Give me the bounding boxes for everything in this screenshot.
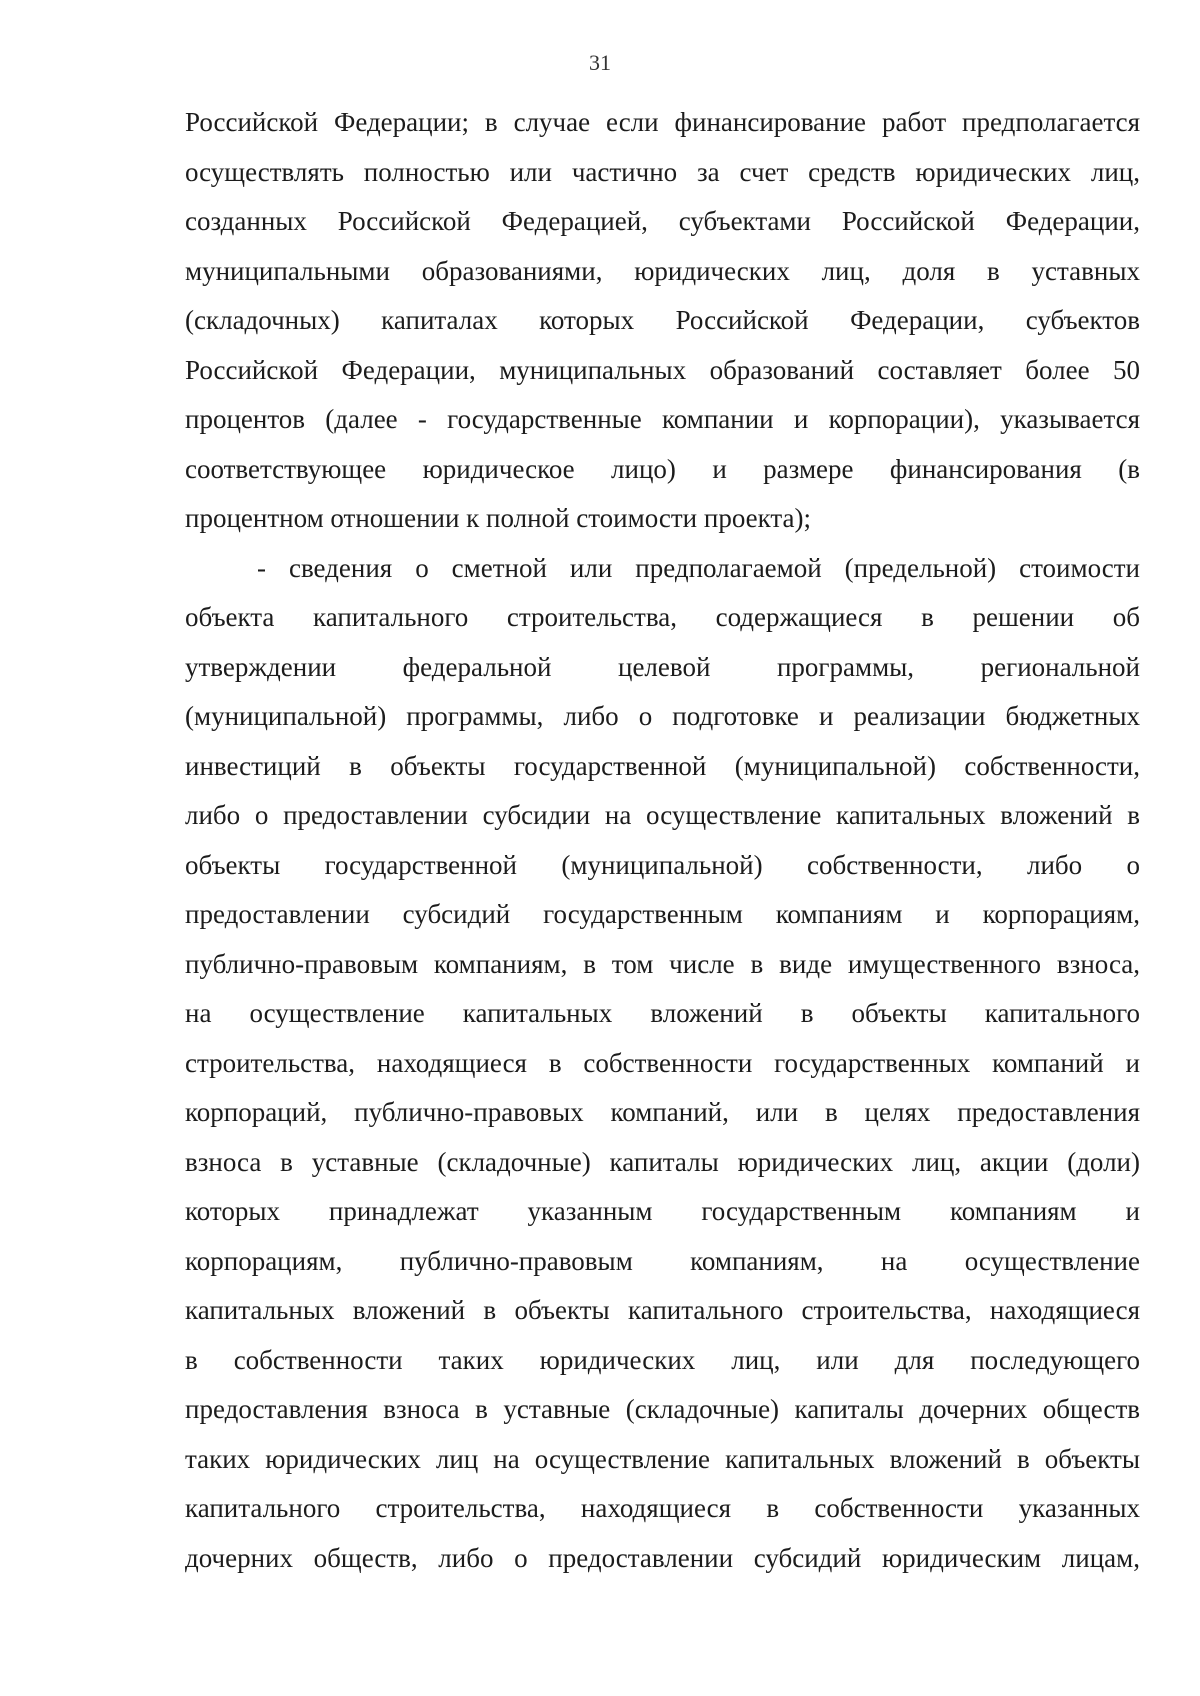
text-line: корпорациям, публично-правовым компаниям, на осуществление	[185, 1245, 1140, 1276]
text-line: взноса в уставные (складочные) капиталы юридических лиц, акции (доли)	[185, 1146, 1140, 1177]
paragraph-end-line: процентном отношении к полной стоимости проекта);	[185, 503, 811, 533]
text-line: осуществлять полностью или частично за счет средств юридических лиц,	[185, 156, 1140, 187]
text-line: процентов (далее - государственные компании и корпорации), указывается	[185, 404, 1140, 434]
paragraph-first-line: - сведения о сметной или предполагаемой (предельной) стоимости	[257, 552, 1140, 583]
body-text	[185, 98, 1140, 1583]
text-line: соответствующее юридическое лицо) и размере финансирования (в	[185, 453, 1140, 484]
text-line: строительства, находящиеся в собственности государственных компаний и	[185, 1047, 1140, 1078]
text-line: утверждении федеральной целевой программы, региональной	[185, 651, 1140, 682]
text-line: предоставления взноса в уставные (складочные) капиталы дочерних обществ	[185, 1394, 1140, 1424]
text-line: капитального строительства, находящиеся в собственности указанных	[185, 1493, 1140, 1523]
text-line: в собственности таких юридических лиц, или для последующего	[185, 1344, 1140, 1375]
text-line: либо о предоставлении субсидии на осуществление капитальных вложений в	[185, 800, 1140, 830]
text-line: публично-правовым компаниям, в том числе в виде имущественного взноса,	[185, 948, 1140, 979]
text-line: таких юридических лиц на осуществление капитальных вложений в объекты	[185, 1443, 1140, 1474]
text-line: (складочных) капиталах которых Российской Федерации, субъектов	[185, 305, 1140, 335]
text-line: созданных Российской Федерацией, субъектами Российской Федерации,	[185, 206, 1140, 236]
text-line: муниципальными образованиями, юридических лиц, доля в уставных	[185, 255, 1140, 286]
text-line: объекты государственной (муниципальной) собственности, либо о	[185, 849, 1140, 880]
text-line: (муниципальной) программы, либо о подготовке и реализации бюджетных	[185, 701, 1140, 731]
text-line: инвестиций в объекты государственной (муниципальной) собственности,	[185, 750, 1140, 781]
page-number: 31	[589, 50, 611, 75]
text-line: корпораций, публично-правовых компаний, или в целях предоставления	[185, 1097, 1140, 1127]
text-line: Российской Федерации; в случае если финансирование работ предполагается	[185, 107, 1140, 137]
text-line: объекта капитального строительства, содержащиеся в решении об	[185, 602, 1140, 632]
text-line: которых принадлежат указанным государственным компаниям и	[185, 1196, 1140, 1226]
text-line: Российской Федерации, муниципальных образований составляет более 50	[185, 354, 1140, 385]
text-line: предоставлении субсидий государственным компаниям и корпорациям,	[185, 899, 1140, 929]
text-line: капитальных вложений в объекты капитального строительства, находящиеся	[185, 1295, 1140, 1325]
text-line: на осуществление капитальных вложений в объекты капитального	[185, 998, 1140, 1028]
text-line: дочерних обществ, либо о предоставлении субсидий юридическим лицам,	[185, 1542, 1140, 1573]
